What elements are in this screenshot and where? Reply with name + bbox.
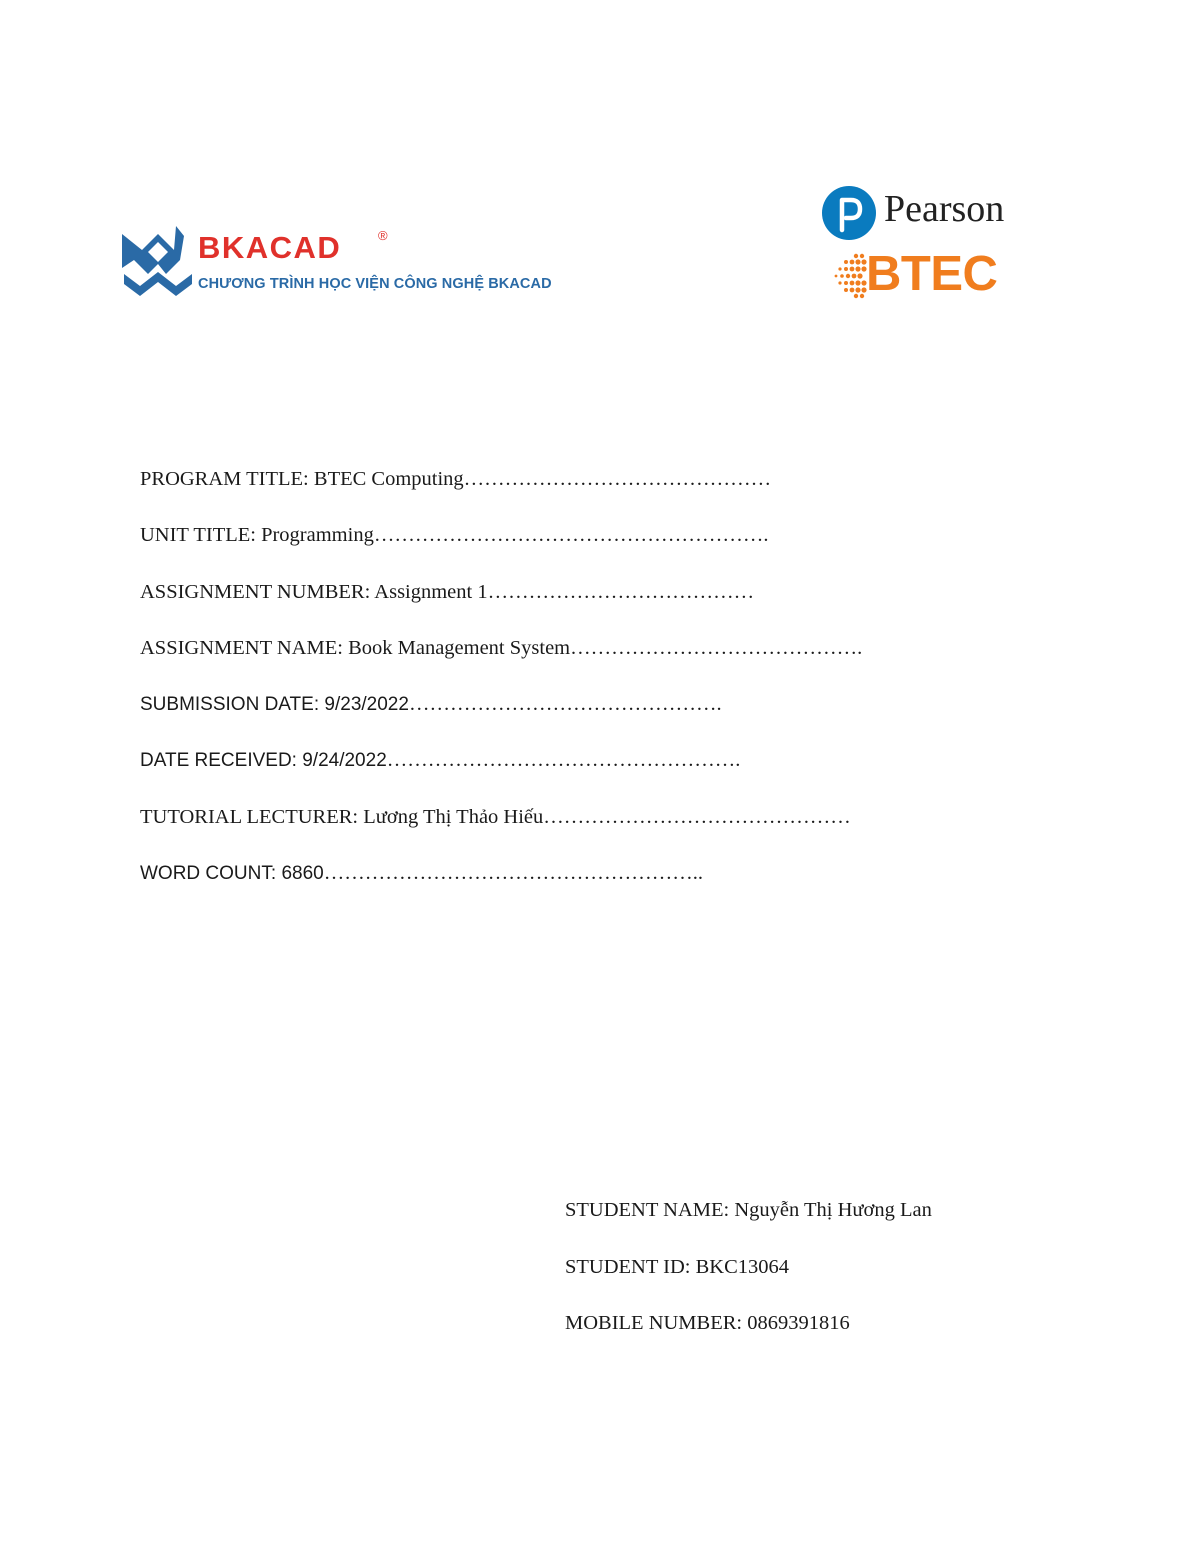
info-dots: …………………………………………….	[386, 749, 741, 772]
info-label: DATE RECEIVED:	[140, 750, 303, 772]
student-name-line	[565, 1196, 1165, 1253]
info-dots: …………………………………	[487, 580, 755, 603]
info-value: 9/23/2022	[324, 694, 409, 716]
info-line-program-title	[140, 465, 1040, 521]
info-label: PROGRAM TITLE:	[140, 468, 314, 490]
info-value: 9/24/2022	[302, 750, 387, 772]
info-label: SUBMISSION DATE:	[140, 694, 325, 716]
info-value: Assignment 1	[374, 580, 488, 603]
btec-logo	[832, 248, 1022, 304]
info-line-assignment-number	[140, 578, 1040, 634]
info-dots: ……………………………………….	[408, 693, 722, 716]
info-label: TUTORIAL LECTURER:	[140, 805, 364, 828]
pearson-wordmark: Pearson	[884, 188, 1005, 230]
info-dots: ………………………………………	[543, 805, 851, 828]
bkacad-tagline: CHƯƠNG TRÌNH HỌC VIỆN CÔNG NGHỆ BKACAD	[198, 276, 552, 292]
student-label: MOBILE NUMBER:	[565, 1312, 748, 1334]
info-dots: …………………………………….	[570, 636, 863, 659]
bkacad-mark-icon	[120, 220, 198, 296]
info-dots: ………………………………………………..	[323, 862, 703, 885]
student-label: STUDENT ID:	[565, 1255, 696, 1278]
info-label: UNIT TITLE:	[140, 524, 262, 547]
bkacad-logo	[120, 218, 580, 300]
info-line-word-count	[140, 859, 1040, 915]
mobile-number-line	[565, 1309, 1165, 1366]
info-dots: ………………………………………………….	[373, 524, 769, 547]
student-label: STUDENT NAME:	[565, 1199, 735, 1221]
info-line-tutorial-lecturer	[140, 803, 1040, 859]
info-line-submission-date	[140, 690, 1040, 746]
pearson-logo	[822, 184, 1022, 244]
student-info	[565, 1196, 1165, 1366]
info-label: WORD COUNT:	[140, 863, 282, 885]
info-value: BTEC Computing	[313, 468, 464, 490]
btec-wordmark: BTEC	[866, 247, 998, 301]
student-value: 0869391816	[747, 1312, 850, 1334]
student-id-line	[565, 1253, 1165, 1310]
info-value: Programming	[261, 524, 374, 547]
info-label: ASSIGNMENT NAME:	[140, 636, 349, 659]
info-value: Book Management System	[348, 636, 571, 659]
info-dots: ………………………………………	[463, 468, 772, 490]
info-value: Lương Thị Thảo Hiếu	[363, 805, 544, 828]
bkacad-wordmark: BKACAD	[198, 230, 342, 265]
info-label: ASSIGNMENT NUMBER:	[140, 580, 375, 603]
student-value: Nguyễn Thị Hương Lan	[734, 1199, 932, 1221]
info-line-date-received	[140, 746, 1040, 802]
registered-mark: ®	[378, 228, 388, 243]
btec-dots-icon	[832, 250, 868, 300]
student-value: BKC13064	[695, 1255, 789, 1278]
assignment-info	[140, 465, 1040, 915]
info-line-assignment-name	[140, 634, 1040, 690]
info-value: 6860	[281, 863, 324, 885]
info-line-unit-title	[140, 521, 1040, 577]
pearson-p-icon	[822, 186, 876, 240]
